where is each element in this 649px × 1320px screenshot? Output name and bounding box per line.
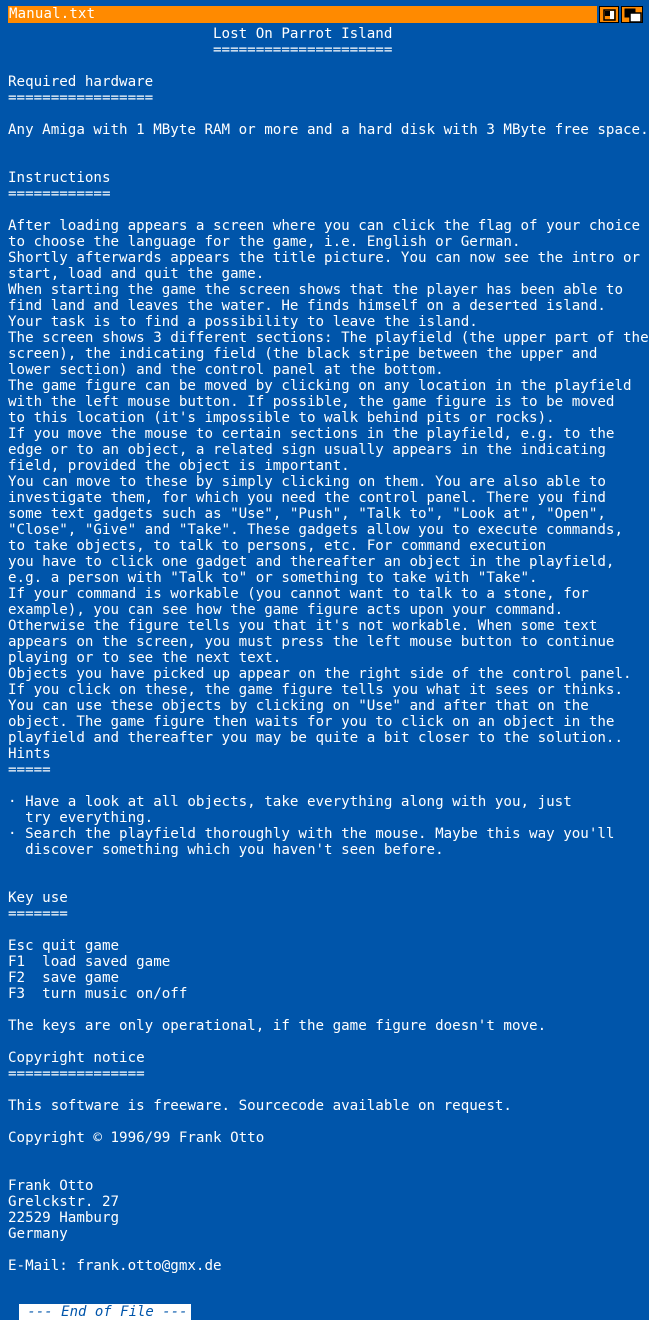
document-line — [8, 1162, 644, 1178]
document-line: Required hardware — [8, 74, 154, 90]
document-line: ============ — [8, 186, 111, 202]
document-line: Instructions — [8, 170, 111, 186]
document-line — [8, 58, 644, 74]
document-line: Shortly afterwards appears the title picture. You can now see the intro or — [8, 250, 641, 266]
document-line: If you move the mouse to certain sections in the playfield, e.g. to the — [8, 426, 615, 442]
document-line: F3 turn music on/off — [8, 986, 188, 1002]
document-line: "Close", "Give" and "Take". These gadgets allow you to execute commands, — [8, 522, 623, 538]
document-line: object. The game figure then waits for you to click on an object in the — [8, 714, 615, 730]
window-title: Manual.txt — [9, 6, 96, 22]
document-line — [8, 1242, 644, 1258]
document-line: playing or to see the next text. — [8, 650, 282, 666]
document-line: to take objects, to talk to persons, etc. For command execution — [8, 538, 547, 554]
document-line: some text gadgets such as "Use", "Push", "Talk to", "Look at", "Open", — [8, 506, 606, 522]
document-line: start, load and quit the game. — [8, 266, 265, 282]
document-line: When starting the game the screen shows that the player has been able to — [8, 282, 623, 298]
document-line: Your task is to find a possibility to leave the island. — [8, 314, 478, 330]
document-line: After loading appears a screen where you can click the flag of your choice — [8, 218, 641, 234]
document-line: Germany — [8, 1226, 68, 1242]
document-line: Otherwise the figure tells you that it's not workable. When some text — [8, 618, 598, 634]
document-line: discover something which you haven't seen before. — [8, 842, 444, 858]
document-line: F2 save game — [8, 970, 120, 986]
document-line: If you click on these, the game figure tells you what it sees or thinks. — [8, 682, 623, 698]
document-line — [8, 1034, 644, 1050]
document-line: playfield and thereafter you may be quite a bit closer to the solution.. — [8, 730, 623, 746]
document-line — [8, 1146, 644, 1162]
document-line — [8, 106, 644, 122]
document-line — [8, 1082, 644, 1098]
document-line: you have to click one gadget and thereafter an object in the playfield, — [8, 554, 615, 570]
document-line — [8, 922, 644, 938]
document-line — [8, 154, 644, 170]
document-line: try everything. — [8, 810, 154, 826]
document-line: The game figure can be moved by clicking on any location in the playfield — [8, 378, 632, 394]
document-line — [8, 1002, 644, 1018]
document-line: ================= — [8, 90, 154, 106]
document-line: Copyright notice — [8, 1050, 145, 1066]
document-line: If your command is workable (you cannot want to talk to a stone, for — [8, 586, 589, 602]
document-line: · Have a look at all objects, take everything along with you, just — [8, 794, 572, 810]
document-line: example), you can see how the game figure acts upon your command. — [8, 602, 564, 618]
document-line: ===== — [8, 762, 51, 778]
document-line — [8, 874, 644, 890]
document-line: F1 load saved game — [8, 954, 171, 970]
document-line: ======= — [8, 906, 68, 922]
document-line: to choose the language for the game, i.e. English or German. — [8, 234, 521, 250]
document-line: find land and leaves the water. He finds himself on a deserted island. — [8, 298, 606, 314]
document-line: with the left mouse button. If possible, the game figure is to be moved — [8, 394, 615, 410]
document-line: Any Amiga with 1 MByte RAM or more and a hard disk with 3 MByte free space. — [8, 122, 649, 138]
document-line: to this location (it's impossible to walk behind pits or rocks). — [8, 410, 555, 426]
document-line: ================ — [8, 1066, 145, 1082]
document-line — [8, 778, 644, 794]
document-line: · Search the playfield thoroughly with the mouse. Maybe this way you'll — [8, 826, 615, 842]
document-line — [8, 138, 644, 154]
document-line: lower section) and the control panel at the bottom. — [8, 362, 444, 378]
document-line: ===================== — [8, 42, 393, 58]
document-line: Hints — [8, 746, 51, 762]
document-line: Frank Otto — [8, 1178, 94, 1194]
document-line: This software is freeware. Sourcecode available on request. — [8, 1098, 512, 1114]
document-line: edge or to an object, a related sign usually appears in the indicating — [8, 442, 606, 458]
document-line: The keys are only operational, if the game figure doesn't move. — [8, 1018, 547, 1034]
title-bar-fill[interactable] — [8, 6, 597, 23]
document-line: Copyright © 1996/99 Frank Otto — [8, 1130, 265, 1146]
document-line: e.g. a person with "Talk to" or something to take with "Take". — [8, 570, 538, 586]
document-text[interactable] — [8, 26, 649, 1274]
document-line: screen), the indicating field (the black stripe between the upper and — [8, 346, 598, 362]
document-line: The screen shows 3 different sections: The playfield (the upper part of the — [8, 330, 649, 346]
document-line: You can use these objects by clicking on "Use" and after that on the — [8, 698, 589, 714]
window-titlebar[interactable] — [0, 0, 649, 24]
document-line: E-Mail: frank.otto@gmx.de — [8, 1258, 222, 1274]
document-line: Esc quit game — [8, 938, 120, 954]
document-line — [8, 202, 644, 218]
document-line — [8, 858, 644, 874]
document-line: appears on the screen, you must press the left mouse button to continue — [8, 634, 615, 650]
end-of-file-marker: --- End of File --- — [19, 1304, 197, 1320]
document-line — [8, 1114, 644, 1130]
document-line: Objects you have picked up appear on the right side of the control panel. — [8, 666, 632, 682]
document-line: You can move to these by simply clicking on them. You are also able to — [8, 474, 606, 490]
depth-gadget-icon[interactable] — [621, 6, 643, 23]
document-line: Grelckstr. 27 — [8, 1194, 120, 1210]
document-line: Lost On Parrot Island — [8, 26, 393, 42]
zoom-gadget-icon[interactable] — [599, 6, 619, 23]
document-line: investigate them, for which you need the control panel. There you find — [8, 490, 606, 506]
document-line: field, provided the object is important. — [8, 458, 350, 474]
document-line: Key use — [8, 890, 68, 906]
document-line: 22529 Hamburg — [8, 1210, 120, 1226]
